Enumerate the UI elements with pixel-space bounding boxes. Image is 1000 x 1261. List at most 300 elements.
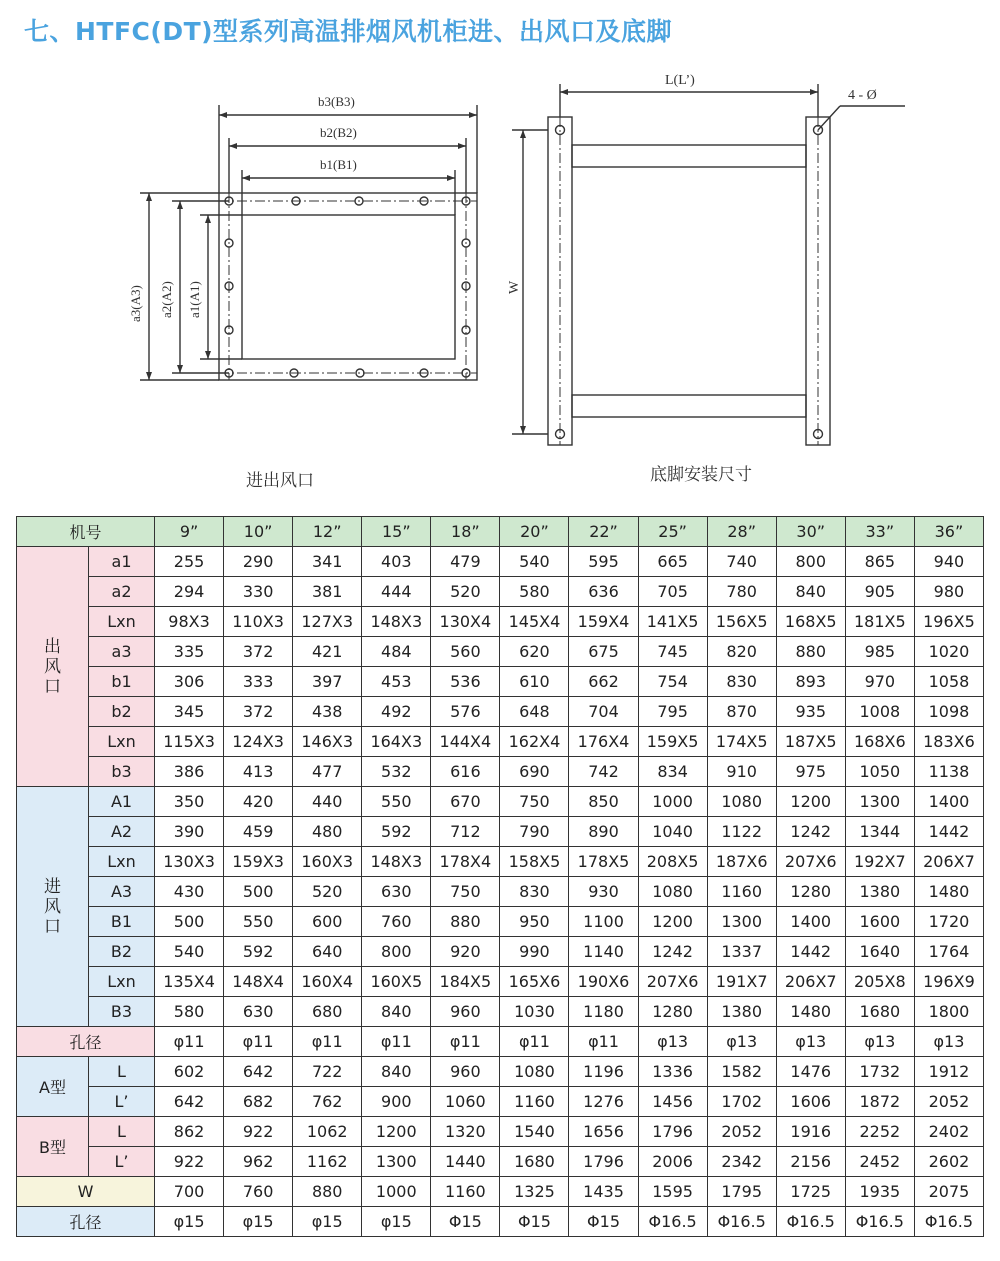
value-cell: Φ16.5 xyxy=(776,1207,845,1237)
value-cell: 386 xyxy=(155,757,224,787)
value-cell: 430 xyxy=(155,877,224,907)
table-row xyxy=(17,967,984,997)
value-cell: 413 xyxy=(224,757,293,787)
value-cell: 840 xyxy=(362,997,431,1027)
value-cell: 2006 xyxy=(638,1147,707,1177)
value-cell: 127X3 xyxy=(293,607,362,637)
value-cell: 760 xyxy=(224,1177,293,1207)
table-row xyxy=(17,547,984,577)
value-cell: 207X6 xyxy=(776,847,845,877)
row-label: a2 xyxy=(89,577,155,607)
value-cell: 145X4 xyxy=(500,607,569,637)
value-cell: 306 xyxy=(155,667,224,697)
value-cell: 381 xyxy=(293,577,362,607)
row-label: Lxn xyxy=(89,727,155,757)
value-cell: 438 xyxy=(293,697,362,727)
value-cell: 207X6 xyxy=(638,967,707,997)
value-cell: 1540 xyxy=(500,1117,569,1147)
value-cell: 648 xyxy=(500,697,569,727)
row-label: B3 xyxy=(89,997,155,1027)
value-cell: φ15 xyxy=(224,1207,293,1237)
value-cell: 421 xyxy=(293,637,362,667)
value-cell: 1442 xyxy=(914,817,983,847)
value-cell: 1325 xyxy=(500,1177,569,1207)
value-cell: Φ15 xyxy=(500,1207,569,1237)
value-cell: 1162 xyxy=(293,1147,362,1177)
value-cell: 206X7 xyxy=(776,967,845,997)
row-label: L xyxy=(89,1057,155,1087)
caption-inlet-outlet: 进出风口 xyxy=(246,471,314,491)
value-cell: 294 xyxy=(155,577,224,607)
header-size: 28” xyxy=(707,517,776,547)
value-cell: 560 xyxy=(431,637,500,667)
header-size: 12” xyxy=(293,517,362,547)
value-cell: 1160 xyxy=(431,1177,500,1207)
table-row xyxy=(17,787,984,817)
value-cell: φ11 xyxy=(293,1027,362,1057)
value-cell: 700 xyxy=(155,1177,224,1207)
value-cell: 1320 xyxy=(431,1117,500,1147)
header-size: 15” xyxy=(362,517,431,547)
value-cell: 1080 xyxy=(638,877,707,907)
row-label: b3 xyxy=(89,757,155,787)
value-cell: 500 xyxy=(224,877,293,907)
value-cell: 459 xyxy=(224,817,293,847)
value-cell: 1300 xyxy=(845,787,914,817)
value-cell: 2252 xyxy=(845,1117,914,1147)
value-cell: 444 xyxy=(362,577,431,607)
value-cell: φ15 xyxy=(362,1207,431,1237)
label-L: L(L’) xyxy=(665,73,695,88)
value-cell: 834 xyxy=(638,757,707,787)
header-size: 10” xyxy=(224,517,293,547)
value-cell: 2402 xyxy=(914,1117,983,1147)
value-cell: 1138 xyxy=(914,757,983,787)
value-cell: 592 xyxy=(362,817,431,847)
row-label: Lxn xyxy=(89,847,155,877)
row-label: B2 xyxy=(89,937,155,967)
value-cell: Φ16.5 xyxy=(638,1207,707,1237)
value-cell: 1680 xyxy=(845,997,914,1027)
value-cell: 115X3 xyxy=(155,727,224,757)
row-label: A2 xyxy=(89,817,155,847)
value-cell: 160X4 xyxy=(293,967,362,997)
value-cell: 880 xyxy=(776,637,845,667)
value-cell: 403 xyxy=(362,547,431,577)
table-row xyxy=(17,907,984,937)
value-cell: 1480 xyxy=(776,997,845,1027)
value-cell: 2602 xyxy=(914,1147,983,1177)
value-cell: 191X7 xyxy=(707,967,776,997)
header-size: 18” xyxy=(431,517,500,547)
value-cell: 1795 xyxy=(707,1177,776,1207)
value-cell: 795 xyxy=(638,697,707,727)
header-size: 33” xyxy=(845,517,914,547)
value-cell: 870 xyxy=(707,697,776,727)
value-cell: 2156 xyxy=(776,1147,845,1177)
value-cell: Φ15 xyxy=(431,1207,500,1237)
value-cell: 1725 xyxy=(776,1177,845,1207)
value-cell: 922 xyxy=(155,1147,224,1177)
value-cell: 159X3 xyxy=(224,847,293,877)
value-cell: 840 xyxy=(362,1057,431,1087)
value-cell: 1050 xyxy=(845,757,914,787)
table-row xyxy=(17,607,984,637)
value-cell: Φ16.5 xyxy=(845,1207,914,1237)
value-cell: 156X5 xyxy=(707,607,776,637)
value-cell: 1595 xyxy=(638,1177,707,1207)
header-size: 36” xyxy=(914,517,983,547)
value-cell: 1796 xyxy=(638,1117,707,1147)
value-cell: φ13 xyxy=(776,1027,845,1057)
value-cell: 900 xyxy=(362,1087,431,1117)
value-cell: 345 xyxy=(155,697,224,727)
group-outlet xyxy=(17,547,89,787)
value-cell: 662 xyxy=(569,667,638,697)
value-cell: 477 xyxy=(293,757,362,787)
value-cell: φ15 xyxy=(293,1207,362,1237)
value-cell: 705 xyxy=(638,577,707,607)
table-row xyxy=(17,757,984,787)
value-cell: 1200 xyxy=(776,787,845,817)
value-cell: 208X5 xyxy=(638,847,707,877)
value-cell: 184X5 xyxy=(431,967,500,997)
value-cell: 630 xyxy=(224,997,293,1027)
value-cell: 910 xyxy=(707,757,776,787)
value-cell: 1380 xyxy=(707,997,776,1027)
header-size: 20” xyxy=(500,517,569,547)
group-label: 出风口 xyxy=(44,636,61,697)
value-cell: 760 xyxy=(362,907,431,937)
value-cell: 665 xyxy=(638,547,707,577)
value-cell: 520 xyxy=(431,577,500,607)
value-cell: 1242 xyxy=(776,817,845,847)
value-cell: 1435 xyxy=(569,1177,638,1207)
row-label: Lxn xyxy=(89,607,155,637)
value-cell: φ13 xyxy=(914,1027,983,1057)
value-cell: 616 xyxy=(431,757,500,787)
value-cell: 484 xyxy=(362,637,431,667)
group-inlet xyxy=(17,787,89,1027)
value-cell: 187X6 xyxy=(707,847,776,877)
value-cell: 440 xyxy=(293,787,362,817)
table-row xyxy=(17,1207,984,1237)
value-cell: 800 xyxy=(362,937,431,967)
value-cell: 1337 xyxy=(707,937,776,967)
value-cell: 690 xyxy=(500,757,569,787)
value-cell: 636 xyxy=(569,577,638,607)
dimension-diagrams xyxy=(0,60,1000,460)
value-cell: φ13 xyxy=(707,1027,776,1057)
header-size: 9” xyxy=(155,517,224,547)
value-cell: 1180 xyxy=(569,997,638,1027)
value-cell: 930 xyxy=(569,877,638,907)
row-label: A3 xyxy=(89,877,155,907)
caption-base-install: 底脚安装尺寸 xyxy=(650,465,752,485)
value-cell: 890 xyxy=(569,817,638,847)
value-cell: 682 xyxy=(224,1087,293,1117)
value-cell: 350 xyxy=(155,787,224,817)
value-cell: 1442 xyxy=(776,937,845,967)
value-cell: 800 xyxy=(776,547,845,577)
value-cell: 390 xyxy=(155,817,224,847)
label-b1: b1(B1) xyxy=(320,157,357,172)
value-cell: 1300 xyxy=(707,907,776,937)
value-cell: 335 xyxy=(155,637,224,667)
value-cell: 1062 xyxy=(293,1117,362,1147)
row-label: b2 xyxy=(89,697,155,727)
value-cell: Φ15 xyxy=(569,1207,638,1237)
value-cell: 520 xyxy=(293,877,362,907)
value-cell: 862 xyxy=(155,1117,224,1147)
value-cell: 1160 xyxy=(707,877,776,907)
value-cell: 1400 xyxy=(914,787,983,817)
value-cell: 1380 xyxy=(845,877,914,907)
value-cell: φ13 xyxy=(638,1027,707,1057)
value-cell: 1300 xyxy=(362,1147,431,1177)
value-cell: 453 xyxy=(362,667,431,697)
value-cell: 159X4 xyxy=(569,607,638,637)
value-cell: 1935 xyxy=(845,1177,914,1207)
value-cell: 1008 xyxy=(845,697,914,727)
value-cell: 1916 xyxy=(776,1117,845,1147)
label-b2: b2(B2) xyxy=(320,125,357,140)
value-cell: 192X7 xyxy=(845,847,914,877)
value-cell: 1440 xyxy=(431,1147,500,1177)
value-cell: 168X5 xyxy=(776,607,845,637)
row-label: B1 xyxy=(89,907,155,937)
value-cell: 1720 xyxy=(914,907,983,937)
label-a1: a1(A1) xyxy=(187,281,202,318)
value-cell: 160X3 xyxy=(293,847,362,877)
value-cell: 144X4 xyxy=(431,727,500,757)
value-cell: 141X5 xyxy=(638,607,707,637)
value-cell: 675 xyxy=(569,637,638,667)
page-title: 七、HTFC(DT)型系列高温排烟风机柜进、出风口及底脚 xyxy=(24,17,673,46)
value-cell: 580 xyxy=(500,577,569,607)
value-cell: 990 xyxy=(500,937,569,967)
value-cell: 532 xyxy=(362,757,431,787)
value-cell: 480 xyxy=(293,817,362,847)
value-cell: 550 xyxy=(362,787,431,817)
value-cell: 1020 xyxy=(914,637,983,667)
table-row xyxy=(17,637,984,667)
dimension-arrows xyxy=(146,112,477,380)
table-row xyxy=(17,727,984,757)
value-cell: 630 xyxy=(362,877,431,907)
value-cell: 255 xyxy=(155,547,224,577)
value-cell: 148X4 xyxy=(224,967,293,997)
table-row xyxy=(17,997,984,1027)
value-cell: 178X4 xyxy=(431,847,500,877)
value-cell: 536 xyxy=(431,667,500,697)
header-size: 22” xyxy=(569,517,638,547)
value-cell: 1080 xyxy=(707,787,776,817)
value-cell: 1200 xyxy=(638,907,707,937)
value-cell: 372 xyxy=(224,697,293,727)
value-cell: 174X5 xyxy=(707,727,776,757)
value-cell: 2075 xyxy=(914,1177,983,1207)
value-cell: 880 xyxy=(293,1177,362,1207)
value-cell: 330 xyxy=(224,577,293,607)
value-cell: 712 xyxy=(431,817,500,847)
value-cell: 850 xyxy=(569,787,638,817)
group-label: 进风口 xyxy=(44,876,61,937)
value-cell: 397 xyxy=(293,667,362,697)
table-row xyxy=(17,817,984,847)
value-cell: 950 xyxy=(500,907,569,937)
label-b3: b3(B3) xyxy=(318,94,355,109)
value-cell: 642 xyxy=(224,1057,293,1087)
value-cell: 1764 xyxy=(914,937,983,967)
value-cell: 1456 xyxy=(638,1087,707,1117)
table-row xyxy=(17,1087,984,1117)
value-cell: 704 xyxy=(569,697,638,727)
table-row xyxy=(17,847,984,877)
row-w: W xyxy=(17,1177,155,1207)
value-cell: 640 xyxy=(293,937,362,967)
value-cell: 1732 xyxy=(845,1057,914,1087)
value-cell: 183X6 xyxy=(914,727,983,757)
value-cell: 372 xyxy=(224,637,293,667)
value-cell: 130X3 xyxy=(155,847,224,877)
header-size: 30” xyxy=(776,517,845,547)
value-cell: 540 xyxy=(500,547,569,577)
value-cell: 158X5 xyxy=(500,847,569,877)
value-cell: 1196 xyxy=(569,1057,638,1087)
value-cell: 1160 xyxy=(500,1087,569,1117)
value-cell: 1800 xyxy=(914,997,983,1027)
table-row xyxy=(17,937,984,967)
value-cell: φ11 xyxy=(500,1027,569,1057)
value-cell: 960 xyxy=(431,1057,500,1087)
value-cell: 110X3 xyxy=(224,607,293,637)
value-cell: 1476 xyxy=(776,1057,845,1087)
row-hole-diameter: 孔径 xyxy=(17,1027,155,1057)
value-cell: 492 xyxy=(362,697,431,727)
value-cell: 680 xyxy=(293,997,362,1027)
value-cell: 164X3 xyxy=(362,727,431,757)
spec-table xyxy=(16,516,984,1237)
value-cell: 595 xyxy=(569,547,638,577)
row-label: a3 xyxy=(89,637,155,667)
value-cell: 1400 xyxy=(776,907,845,937)
value-cell: 940 xyxy=(914,547,983,577)
value-cell: 206X7 xyxy=(914,847,983,877)
value-cell: 1280 xyxy=(776,877,845,907)
value-cell: 130X4 xyxy=(431,607,500,637)
group-type-b: B型 xyxy=(17,1117,89,1177)
value-cell: 1640 xyxy=(845,937,914,967)
value-cell: 290 xyxy=(224,547,293,577)
value-cell: 190X6 xyxy=(569,967,638,997)
value-cell: 922 xyxy=(224,1117,293,1147)
value-cell: 1060 xyxy=(431,1087,500,1117)
value-cell: 1140 xyxy=(569,937,638,967)
value-cell: 592 xyxy=(224,937,293,967)
value-cell: 148X3 xyxy=(362,847,431,877)
row-hole-diameter-base: 孔径 xyxy=(17,1207,155,1237)
base-drawing xyxy=(512,84,905,445)
value-cell: 602 xyxy=(155,1057,224,1087)
value-cell: 1600 xyxy=(845,907,914,937)
value-cell: 2342 xyxy=(707,1147,776,1177)
value-cell: 124X3 xyxy=(224,727,293,757)
value-cell: 975 xyxy=(776,757,845,787)
value-cell: 920 xyxy=(431,937,500,967)
value-cell: 1344 xyxy=(845,817,914,847)
value-cell: 333 xyxy=(224,667,293,697)
value-cell: 1796 xyxy=(569,1147,638,1177)
value-cell: Φ16.5 xyxy=(707,1207,776,1237)
value-cell: 1480 xyxy=(914,877,983,907)
value-cell: 196X9 xyxy=(914,967,983,997)
value-cell: 980 xyxy=(914,577,983,607)
value-cell: 580 xyxy=(155,997,224,1027)
header-machine-no: 机号 xyxy=(17,517,155,547)
value-cell: 576 xyxy=(431,697,500,727)
row-label: b1 xyxy=(89,667,155,697)
value-cell: 985 xyxy=(845,637,914,667)
table-row xyxy=(17,1147,984,1177)
value-cell: 162X4 xyxy=(500,727,569,757)
value-cell: 1058 xyxy=(914,667,983,697)
value-cell: 790 xyxy=(500,817,569,847)
value-cell: 500 xyxy=(155,907,224,937)
table-row xyxy=(17,877,984,907)
table-row xyxy=(17,1117,984,1147)
value-cell: 1242 xyxy=(638,937,707,967)
row-label: Lxn xyxy=(89,967,155,997)
value-cell: φ11 xyxy=(431,1027,500,1057)
value-cell: 1200 xyxy=(362,1117,431,1147)
value-cell: 880 xyxy=(431,907,500,937)
group-type-a: A型 xyxy=(17,1057,89,1117)
value-cell: 540 xyxy=(155,937,224,967)
table-row xyxy=(17,1027,984,1057)
value-cell: 600 xyxy=(293,907,362,937)
value-cell: 2452 xyxy=(845,1147,914,1177)
table-row xyxy=(17,667,984,697)
value-cell: 1702 xyxy=(707,1087,776,1117)
value-cell: 960 xyxy=(431,997,500,1027)
value-cell: 1122 xyxy=(707,817,776,847)
value-cell: 780 xyxy=(707,577,776,607)
value-cell: 168X6 xyxy=(845,727,914,757)
value-cell: 1098 xyxy=(914,697,983,727)
value-cell: φ11 xyxy=(569,1027,638,1057)
value-cell: 2052 xyxy=(707,1117,776,1147)
value-cell: 196X5 xyxy=(914,607,983,637)
value-cell: 962 xyxy=(224,1147,293,1177)
row-label: L’ xyxy=(89,1087,155,1117)
value-cell: 1000 xyxy=(362,1177,431,1207)
value-cell: 750 xyxy=(431,877,500,907)
value-cell: 1276 xyxy=(569,1087,638,1117)
value-cell: 146X3 xyxy=(293,727,362,757)
value-cell: 176X4 xyxy=(569,727,638,757)
label-a2: a2(A2) xyxy=(159,281,174,318)
value-cell: 187X5 xyxy=(776,727,845,757)
value-cell: 98X3 xyxy=(155,607,224,637)
value-cell: 840 xyxy=(776,577,845,607)
value-cell: 181X5 xyxy=(845,607,914,637)
value-cell: 420 xyxy=(224,787,293,817)
value-cell: 670 xyxy=(431,787,500,817)
value-cell: 1582 xyxy=(707,1057,776,1087)
table-header-row xyxy=(17,517,984,547)
value-cell: 160X5 xyxy=(362,967,431,997)
